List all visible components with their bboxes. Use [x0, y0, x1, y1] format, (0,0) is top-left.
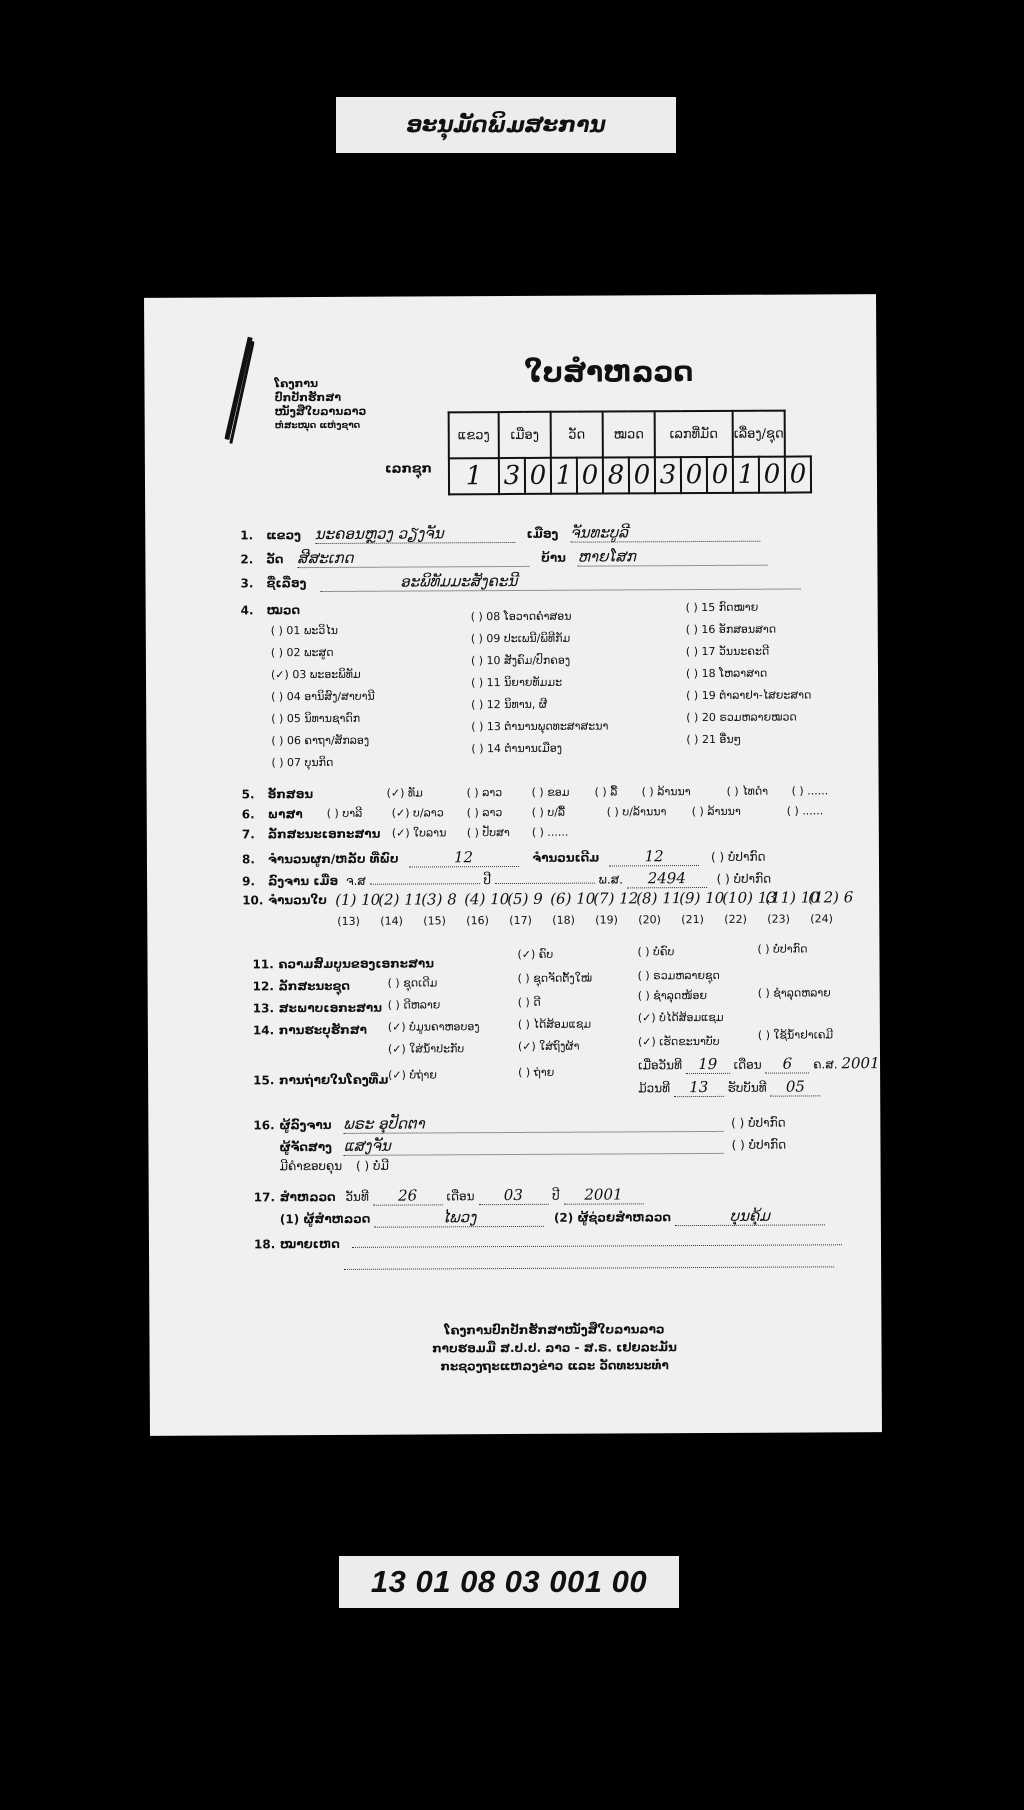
preservation-option: ( ) ໃຊ້ນໍ້າຢາເຄມີ [757, 1028, 834, 1042]
code-digit: 3 [655, 457, 681, 493]
sheet-footer [329, 1320, 779, 1376]
photo-option: ( ) ຖ່າຍ [518, 1065, 555, 1079]
preservation-option: (✓) ໃສ່ນໍ້າປະກັບ [387, 1042, 465, 1056]
set-option: ( ) ຣວມຫລາຍຊຸດ [637, 968, 720, 983]
preservation-option: ( ) ໄດ້ສ້ອມແຊມ [517, 1017, 592, 1031]
field-17: 17. ສໍາຫລວດ ວັນທີ 26 ເດືອນ 03 ປີ 2001 [254, 1185, 644, 1206]
field-9: 9. ລົງຈານ ເມື່ອ ຈ.ສ ປີ ພ.ສ. 2494 ( ) ບໍ່ປາກົດ [242, 869, 772, 889]
completeness-option: ( ) ບໍ່ຄົບ [637, 945, 675, 959]
field-7: 7. ລັກສະນະເອກະສານ [241, 826, 381, 842]
category-option: ( ) 19 ຕໍາລາຢາ-ໄສຍະສາດ [686, 688, 812, 703]
language-option: ( ) ບ/ລື້ [531, 805, 566, 819]
set-option: ( ) ຊຸດເດີມ [387, 976, 438, 990]
field-16b-value: ແສງຈັນ [344, 1135, 724, 1156]
field-8-value: 12 [408, 848, 518, 868]
footer-line-3: ກະຊວງຖະແຫລງຂ່າວ ແລະ ວັດທະນະທໍາ [440, 1358, 669, 1374]
field-4: 4. ໝວດ [240, 603, 301, 618]
category-option: ( ) 16 ອັກສອນສາດ [685, 622, 777, 637]
survey-form [144, 294, 882, 1436]
preservation-option: (✓) ໃສ່ຖົງຜ້າ [517, 1039, 580, 1053]
code-digit: 1 [449, 458, 499, 494]
category-option: ( ) 18 ໂຫລາສາດ [685, 666, 768, 681]
field-2-value: ສີສະເກດ [297, 548, 529, 568]
office-line-4: ຫໍສະໝຸດ ແຫ່ງຊາດ [274, 420, 361, 432]
script-option: ( ) ຂອມ [531, 785, 570, 799]
language-option: ( ) ...... [786, 804, 824, 818]
category-option: ( ) 02 ພະສູດ [270, 645, 334, 660]
category-option: ( ) 08 ໂອວາດຄໍາສອນ [470, 609, 572, 624]
field-18: 18. ໝາຍເຫດ [254, 1234, 842, 1251]
condition-option: ( ) ດີ [517, 995, 541, 1009]
material-option: ( ) ...... [531, 825, 569, 839]
form-title: ໃບສໍາຫລວດ [524, 355, 694, 389]
material-option: (✓) ໃບລານ [391, 826, 447, 840]
category-option: ( ) 21 ອື່ນໆ [686, 732, 742, 747]
field-6: 6. ພາສາ [241, 807, 303, 822]
code-digit: 0 [681, 457, 707, 493]
category-option: ( ) 14 ຕໍານານເມືອງ [471, 741, 563, 756]
language-option: ( ) ລາວ [466, 806, 503, 820]
language-option: ( ) ລ້ານນາ [691, 804, 741, 819]
category-option: ( ) 07 ບຸນກິດ [271, 755, 334, 770]
field-15: 15. ການຖ່າຍໃນໂຄງທີ່ມ [253, 1072, 389, 1088]
language-option: ( ) ບ/ລ້ານນາ [606, 805, 667, 819]
code-digit: 0 [707, 457, 733, 493]
field-10: 10. ຈໍານວນໃບ [242, 892, 328, 908]
field-17-people: (1) ຜູ້ສໍາຫລວດ ໄພວງ (2) ຜູ້ຊ່ວຍສໍາຫລວດ ບຸນຄຸ້ມ [280, 1206, 825, 1228]
photo-option: (✓) ບໍ່ຖ່າຍ [388, 1068, 437, 1082]
material-option: ( ) ປັບສາ [466, 826, 510, 840]
category-option: ( ) 12 ນິທານ, ຜີ [471, 697, 548, 712]
code-header: ເລື່ອງ/ຊຸດ [733, 411, 785, 457]
script-option: ( ) ລ້ານນາ [641, 785, 691, 799]
language-option: (✓) ບ/ລາວ [391, 806, 444, 820]
office-line-3: ໜັງສືໃບລານລາວ [274, 404, 367, 419]
field-8: 8. ຈໍານວນຜູກ/ຫລັບ ທີ່ພົບ 12 ຈໍານວນເດີມ 12 ( ) ບໍ່ປາກົດ [241, 847, 766, 867]
field-12: 12. ລັກສະນະຊຸດ [252, 978, 350, 994]
field-8b-value: 12 [609, 847, 699, 866]
field-3-value: ອະພິທັມມະສັງຄະນີ [320, 570, 800, 592]
language-option: ( ) ບາລີ [326, 806, 363, 820]
field-2: 2. ວັດ ສີສະເກດ ບ້ານ ຫາຍໂສກ [240, 547, 767, 569]
field-5: 5. ອັກສອນ [241, 787, 314, 802]
code-digit: 1 [551, 458, 577, 494]
footer-code: 13 01 08 03 001 00 [339, 1556, 679, 1608]
category-option: ( ) 13 ຕໍານານພຸດທະສາສະນາ [471, 719, 609, 734]
field-16: 16. ຜູ້ລົງຈານ ພຣະ ອຸປັດຕາ ( ) ບໍ່ປາກົດ [253, 1114, 786, 1133]
field-16c: ມີຄໍາຂອບຄຸນ ( ) ບໍ່ມີ [279, 1158, 389, 1174]
category-option: ( ) 05 ນິທານຊາດົກ [271, 711, 361, 726]
notes-line [344, 1256, 834, 1273]
code-digit: 3 [499, 458, 525, 494]
field-1-value: ນະຄອນຫຼວງ ວຽງຈັນ [315, 524, 515, 544]
office-line-1: ໂຄງການ [274, 377, 319, 391]
completeness-option: ( ) ບໍ່ປາກົດ [757, 942, 808, 956]
code-header: ໝວດ [603, 411, 655, 457]
category-option: ( ) 17 ວັນນະຄະດີ [685, 644, 770, 659]
category-option: ( ) 01 ພະວິໄນ [270, 623, 338, 638]
office-block [274, 377, 366, 433]
category-option: ( ) 15 ກົດໝາຍ [685, 600, 759, 615]
footer-line-2: ກາບຮອມມື ສ.ປ.ປ. ລາວ - ສ.ຣ. ເຢຍລະມັນ [432, 1340, 677, 1356]
set-option: ( ) ຊໍາລຸດໜ້ອຍ [637, 988, 708, 1003]
code-digit: 0 [759, 457, 785, 493]
code-header: ເມືອງ [499, 412, 551, 458]
footer-line-1: ໂຄງການປົກປັກຮັກສາໜັງສືໃບລານລາວ [444, 1322, 665, 1338]
leaf-slots: (13) (14) (15) (16) (17) (18) (19) (20) (21) (22) (23) (24) [337, 912, 833, 928]
condition-option: ( ) ດີຫລາຍ [387, 998, 441, 1012]
code-header: ແຂວງ [449, 412, 499, 458]
header-label: ອະນຸມັດພິມສະການ [336, 97, 676, 153]
code-digit: 0 [785, 456, 811, 492]
code-label: ເລກຊຸກ [384, 461, 432, 477]
field-16-value: ພຣະ ອຸປັດຕາ [343, 1113, 723, 1134]
preservation-option: (✓) ບໍ່ໄດ້ສ້ອມແຊມ [637, 1010, 724, 1025]
code-digit: 1 [733, 457, 759, 493]
field-1b-value: ຈັນທະບູລີ [570, 523, 760, 543]
preservation-option: (✓) ບໍ່ມູນຄາຫອບອງ [387, 1020, 480, 1034]
field-11: 11. ຄວາມສົມບູນຂອງເອກະສານ [252, 956, 435, 972]
field-16b: ຜູ້ຈັດສາງ ແສງຈັນ ( ) ບໍ່ປາກົດ [279, 1136, 787, 1155]
category-option: ( ) 04 ອານິສົງ/ສາບານີ [271, 689, 375, 704]
set-option: ( ) ຊໍາລຸດຫລາຍ [757, 986, 831, 1000]
office-line-2: ປົກປັກຮັກສາ [274, 390, 342, 405]
preservation-option: (✓) ເຮັດຂະນາບັບ [637, 1034, 720, 1049]
category-option: ( ) 10 ສັງຄົມ/ປົກຄອງ [470, 653, 571, 668]
script-option: ( ) ລື້ [594, 785, 618, 799]
field-2b-value: ຫາຍໂສກ [578, 547, 768, 567]
category-option: ( ) 09 ປະເພນີ/ພິທີກັມ [470, 631, 571, 646]
code-digit: 0 [629, 457, 655, 493]
script-option: ( ) ໄທດໍາ [726, 784, 769, 798]
leaf-counts: (1) 10(2) 11(3) 8 (4) 10(5) 9 (6) 10(7) 12(8) 11(9) 10(10) 13(11) 10(12) 6 [335, 888, 854, 909]
logo-stripes [224, 335, 255, 445]
completeness-option: (✓) ຄົບ [517, 947, 554, 961]
field-3: 3. ຊື່ເລື່ອງ ອະພິທັມມະສັງຄະນີ [240, 570, 800, 592]
category-option: ( ) 20 ຣວມຫລາຍໝວດ [686, 710, 797, 725]
category-option: (✓) 03 ພະອະພິທັມ [270, 667, 361, 682]
code-header: ວັດ [551, 412, 603, 458]
script-option: (✓) ທັມ [386, 786, 423, 800]
code-digit: 0 [577, 458, 603, 494]
code-digit: 0 [525, 458, 551, 494]
script-option: ( ) ລາວ [466, 786, 503, 800]
microfilm-info: ມ້ວນທີ 13 ຮັບບັນທີ 05 [638, 1077, 820, 1097]
field-14: 14. ການຮະບຸຮັກສາ [252, 1022, 367, 1038]
script-option: ( ) ...... [791, 784, 829, 798]
code-digit: 8 [603, 457, 629, 493]
category-option: ( ) 06 ຄາຖາ/ສັກລອງ [271, 733, 370, 748]
preservation-date: ເມື່ອວັນທີ 19 ເດືອນ 6 ຄ.ສ. 2001 [638, 1054, 880, 1074]
code-table [448, 409, 812, 495]
code-header: ເລກທີ່ມັດ [655, 411, 733, 457]
field-9-be-value: 2494 [627, 869, 707, 888]
field-13: 13. ສະພາບເອກະສານ [252, 1000, 383, 1016]
category-option: ( ) 11 ນິຍາຍທັມມະ [471, 675, 563, 690]
set-option: ( ) ຊຸດຈັດຕັ້ງໃໝ່ [517, 971, 593, 985]
field-1: 1. ແຂວງ ນະຄອນຫຼວງ ວຽງຈັນ ເມືອງ ຈັນທະບູລີ [240, 523, 760, 545]
